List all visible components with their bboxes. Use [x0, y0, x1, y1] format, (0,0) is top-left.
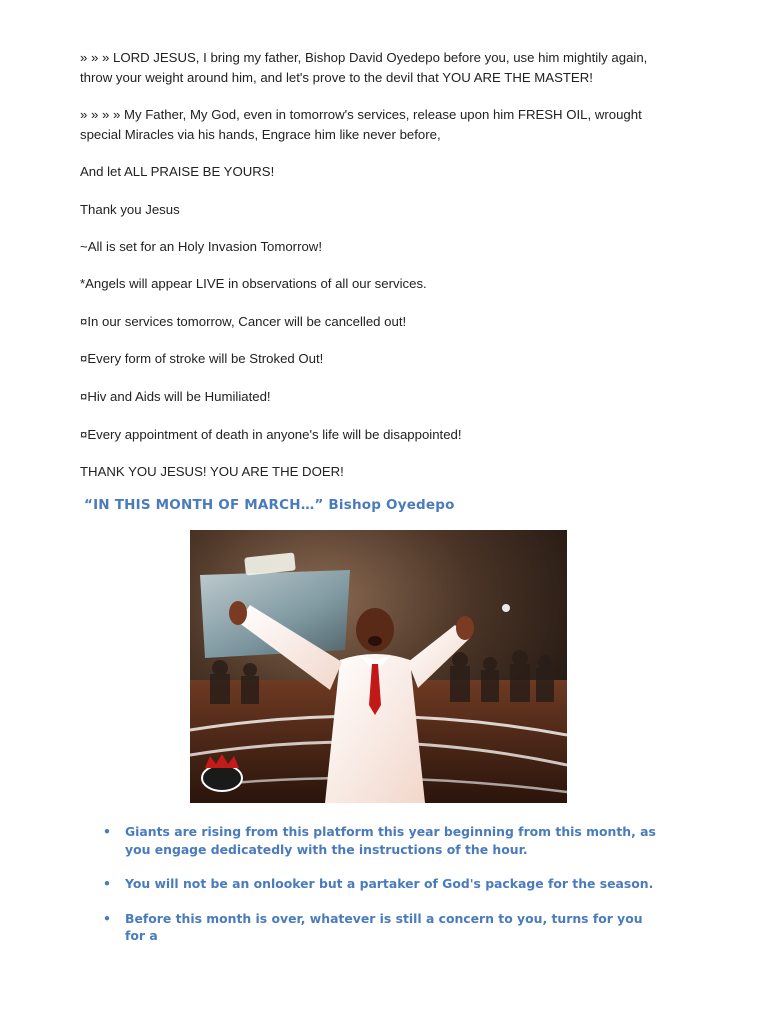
- bullet-marker: •: [103, 876, 111, 891]
- cancer-line: ¤In our services tomorrow, Cancer will be cancelled out!: [80, 314, 407, 329]
- prayer-paragraph-2: » » » » My Father, My God, even in tomorrow's services, release upon him FRESH OIL, wrought special Miracles via his hands, Engrace him like never before,: [80, 107, 642, 142]
- bullet-text: You will not be an onlooker but a partaker of God's package for the season.: [125, 876, 654, 891]
- hiv-line: ¤Hiv and Aids will be Humiliated!: [80, 389, 271, 404]
- stroke-line: ¤Every form of stroke will be Stroked Out!: [80, 351, 324, 366]
- section-heading: “IN THIS MONTH OF MARCH…” Bishop Oyedepo: [84, 497, 455, 513]
- doer-line: THANK YOU JESUS! YOU ARE THE DOER!: [80, 464, 344, 479]
- praise-line: And let ALL PRAISE BE YOURS!: [80, 164, 275, 179]
- list-item: [100, 823, 660, 858]
- bullet-list: [100, 823, 660, 962]
- prayer-paragraph-1: » » » LORD JESUS, I bring my father, Bishop David Oyedepo before you, use him mightily again, throw your weight around him, and let's prove to the devil that YOU ARE THE MASTER!: [80, 50, 648, 85]
- death-line: ¤Every appointment of death in anyone's life will be disappointed!: [80, 427, 462, 442]
- list-item: [100, 910, 660, 945]
- invasion-line: ~All is set for an Holy Invasion Tomorrow!: [80, 239, 322, 254]
- bullet-marker: •: [103, 910, 111, 926]
- bullet-text: Giants are rising from this platform this year beginning from this month, as you engage dedicatedly with the instructions of the hour.: [125, 824, 656, 857]
- bullet-marker: •: [103, 824, 111, 839]
- list-item: [100, 875, 660, 893]
- angels-line: *Angels will appear LIVE in observations of all our services.: [80, 276, 427, 291]
- bullet-text: Before this month is over, whatever is still a concern to you, turns for you for a: [125, 910, 643, 943]
- bishop-photo: [190, 530, 567, 803]
- thank-you-line: Thank you Jesus: [80, 202, 180, 217]
